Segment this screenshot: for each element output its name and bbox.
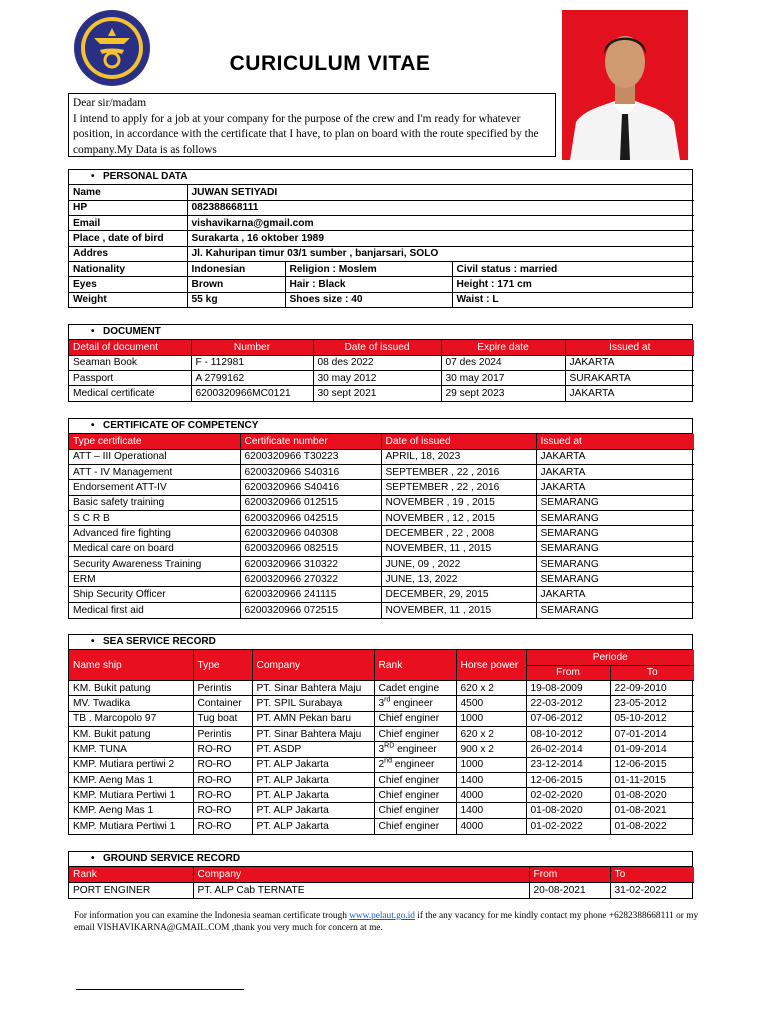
- table-cell: 30 may 2017: [441, 371, 565, 386]
- footnote-divider: [76, 989, 244, 990]
- table-row: [69, 572, 694, 587]
- table-cell: SURAKARTA: [565, 371, 694, 386]
- table-row: [69, 386, 694, 401]
- table-cell: 02-02-2020: [526, 788, 610, 803]
- table-cell: 6200320966 040308: [240, 526, 381, 541]
- table-cell: JAKARTA: [536, 587, 694, 602]
- table-cell: SEPTEMBER , 22 , 2016: [381, 480, 536, 495]
- table-cell: Chief enginer: [374, 772, 456, 787]
- column-header: Detail of document: [69, 340, 191, 355]
- column-header: Date of issued: [313, 340, 441, 355]
- competency-section: [68, 418, 693, 619]
- table-cell: JAKARTA: [536, 465, 694, 480]
- table-cell: Advanced fire fighting: [69, 526, 240, 541]
- table-cell: JAKARTA: [536, 449, 694, 464]
- table-cell: PT. Sinar Bahtera Maju: [252, 726, 374, 741]
- table-row: [69, 541, 694, 556]
- table-cell: PT. ALP Jakarta: [252, 803, 374, 818]
- table-cell: 12-06-2015: [610, 757, 694, 772]
- table-cell: JUNE, 09 , 2022: [381, 556, 536, 571]
- table-cell: NOVEMBER, 11 , 2015: [381, 541, 536, 556]
- table-cell: KMP. Mutiara Pertiwi 1: [69, 818, 193, 833]
- column-header: Company: [193, 867, 529, 882]
- hair-value: Hair : Black: [285, 277, 452, 292]
- sea-service-table: [69, 650, 694, 834]
- table-cell: SEMARANG: [536, 572, 694, 587]
- table-cell: PT. Sinar Bahtera Maju: [252, 681, 374, 696]
- table-cell: Seaman Book: [69, 355, 191, 370]
- table-cell: Passport: [69, 371, 191, 386]
- table-row: [69, 246, 694, 261]
- weight-value: 55 kg: [187, 292, 285, 307]
- table-cell: NOVEMBER , 12 , 2015: [381, 510, 536, 525]
- table-cell: 6200320966 S40416: [240, 480, 381, 495]
- pelaut-link[interactable]: www.pelaut.go.id: [349, 911, 415, 921]
- table-cell: 01-11-2015: [610, 772, 694, 787]
- table-cell: 12-06-2015: [526, 772, 610, 787]
- table-cell: 22-03-2012: [526, 696, 610, 711]
- table-row: [69, 711, 694, 726]
- table-cell: 08-10-2012: [526, 726, 610, 741]
- column-header: Issued at: [565, 340, 694, 355]
- bullet-icon: •: [91, 636, 95, 647]
- table-cell: A 2799162: [191, 371, 313, 386]
- table-cell: 31-02-2022: [610, 882, 694, 897]
- birth-value: Surakarta , 16 oktober 1989: [187, 231, 694, 246]
- table-header-row: [69, 867, 694, 882]
- table-cell: PT. ALP Jakarta: [252, 772, 374, 787]
- table-cell: Perintis: [193, 681, 252, 696]
- eyes-label: Eyes: [69, 277, 187, 292]
- name-value: JUWAN SETIYADI: [187, 185, 694, 200]
- table-cell: Medical certificate: [69, 386, 191, 401]
- column-header: Certificate number: [240, 434, 381, 449]
- table-cell: Security Awareness Training: [69, 556, 240, 571]
- table-cell: Endorsement ATT-IV: [69, 480, 240, 495]
- table-cell: 620 x 2: [456, 681, 526, 696]
- document-table: [69, 340, 694, 401]
- table-cell: RO-RO: [193, 742, 252, 757]
- table-cell: 29 sept 2023: [441, 386, 565, 401]
- table-cell: 22-09-2010: [610, 681, 694, 696]
- table-row: [69, 200, 694, 215]
- table-row: [69, 681, 694, 696]
- footer-note: [74, 910, 704, 935]
- table-row: [69, 742, 694, 757]
- intro-greeting: Dear sir/madam: [73, 97, 147, 109]
- table-cell: KM. Bukit patung: [69, 681, 193, 696]
- competency-table: [69, 434, 694, 618]
- table-cell: SEPTEMBER , 22 , 2016: [381, 465, 536, 480]
- table-cell: 20-08-2021: [529, 882, 610, 897]
- table-row: [69, 788, 694, 803]
- personal-data-section: [68, 169, 693, 308]
- table-cell: 01-02-2022: [526, 818, 610, 833]
- table-cell: KMP. Aeng Mas 1: [69, 803, 193, 818]
- person-photo-icon: [562, 10, 688, 160]
- table-cell: Medical care on board: [69, 541, 240, 556]
- table-row: [69, 231, 694, 246]
- table-row: [69, 587, 694, 602]
- table-row: [69, 216, 694, 231]
- table-cell: 4500: [456, 696, 526, 711]
- table-cell: Tug boat: [193, 711, 252, 726]
- intro-letter: [68, 93, 556, 157]
- table-row: [69, 726, 694, 741]
- waist-value: Waist : L: [452, 292, 694, 307]
- column-header: To: [610, 867, 694, 882]
- table-cell: 07-06-2012: [526, 711, 610, 726]
- table-cell: 23-12-2014: [526, 757, 610, 772]
- table-header-row: [69, 340, 694, 355]
- column-header: Rank: [69, 867, 193, 882]
- from-header: From: [526, 665, 610, 680]
- religion-value: Religion : Moslem: [285, 261, 452, 276]
- bullet-icon: •: [91, 853, 95, 864]
- table-cell: Basic safety training: [69, 495, 240, 510]
- table-cell: KMP. Mutiara Pertiwi 1: [69, 788, 193, 803]
- table-cell: Medical first aid: [69, 602, 240, 617]
- table-cell: SEMARANG: [536, 526, 694, 541]
- section-title: • CERTIFICATE OF COMPETENCY: [69, 419, 692, 434]
- table-cell: 6200320966 310322: [240, 556, 381, 571]
- table-cell: Ship Security Officer: [69, 587, 240, 602]
- table-cell: KMP. Mutiara pertiwi 2: [69, 757, 193, 772]
- table-cell: 6200320966 072515: [240, 602, 381, 617]
- table-cell: 6200320966 241115: [240, 587, 381, 602]
- table-cell: 19-08-2009: [526, 681, 610, 696]
- table-cell: 1400: [456, 803, 526, 818]
- ministry-logo: [72, 8, 152, 88]
- table-row: [69, 355, 694, 370]
- column-header: Name ship: [69, 650, 193, 681]
- table-cell: ATT – III Operational: [69, 449, 240, 464]
- table-cell: RO-RO: [193, 803, 252, 818]
- table-cell: 07-01-2014: [610, 726, 694, 741]
- table-cell: 3RD engineer: [374, 742, 456, 757]
- table-row: [69, 803, 694, 818]
- column-header: Company: [252, 650, 374, 681]
- table-cell: JAKARTA: [536, 480, 694, 495]
- ground-service-section: [68, 851, 693, 899]
- shoes-value: Shoes size : 40: [285, 292, 452, 307]
- table-cell: NOVEMBER , 19 , 2015: [381, 495, 536, 510]
- section-title: • GROUND SERVICE RECORD: [69, 852, 692, 867]
- column-header: Issued at: [536, 434, 694, 449]
- column-header: Type certificate: [69, 434, 240, 449]
- height-value: Height : 171 cm: [452, 277, 694, 292]
- table-header-row: [69, 650, 694, 665]
- table-cell: 23-05-2012: [610, 696, 694, 711]
- table-header-row: [69, 434, 694, 449]
- nationality-label: Nationality: [69, 261, 187, 276]
- table-row: [69, 449, 694, 464]
- table-cell: Chief enginer: [374, 803, 456, 818]
- table-row: [69, 277, 694, 292]
- table-cell: PORT ENGINER: [69, 882, 193, 897]
- to-header: To: [610, 665, 694, 680]
- table-cell: 6200320966 082515: [240, 541, 381, 556]
- table-cell: 4000: [456, 818, 526, 833]
- table-row: [69, 696, 694, 711]
- table-cell: ATT - IV Management: [69, 465, 240, 480]
- column-header: Rank: [374, 650, 456, 681]
- bullet-icon: •: [91, 420, 95, 431]
- table-cell: Chief enginer: [374, 711, 456, 726]
- bullet-icon: •: [91, 171, 95, 182]
- table-row: [69, 465, 694, 480]
- footer-text: if the any vacancy for me kindly contact my phone +6282388668111 or my email VISHAVIKARNA@GMAIL.COM ,thank you very much for concern at me.: [74, 911, 699, 934]
- table-cell: Chief enginer: [374, 726, 456, 741]
- nationality-value: Indonesian: [187, 261, 285, 276]
- column-header: Type: [193, 650, 252, 681]
- table-row: [69, 556, 694, 571]
- table-cell: 3rd engineer: [374, 696, 456, 711]
- table-cell: PT. ASDP: [252, 742, 374, 757]
- table-row: [69, 480, 694, 495]
- table-cell: MV. Twadika: [69, 696, 193, 711]
- table-cell: PT. ALP Jakarta: [252, 788, 374, 803]
- table-row: [69, 772, 694, 787]
- table-cell: SEMARANG: [536, 556, 694, 571]
- table-cell: 6200320966 042515: [240, 510, 381, 525]
- column-header: Number: [191, 340, 313, 355]
- birth-label: Place , date of bird: [69, 231, 187, 246]
- weight-label: Weight: [69, 292, 187, 307]
- email-value: vishavikarna@gmail.com: [187, 216, 694, 231]
- table-cell: SEMARANG: [536, 495, 694, 510]
- table-row: [69, 371, 694, 386]
- eyes-value: Brown: [187, 277, 285, 292]
- table-cell: 6200320966 S40316: [240, 465, 381, 480]
- emblem-icon: [72, 8, 152, 88]
- table-cell: ERM: [69, 572, 240, 587]
- column-header: Expire date: [441, 340, 565, 355]
- table-cell: 01-08-2020: [526, 803, 610, 818]
- table-cell: RO-RO: [193, 788, 252, 803]
- table-row: [69, 526, 694, 541]
- table-cell: PT. SPIL Surabaya: [252, 696, 374, 711]
- table-row: [69, 292, 694, 307]
- table-cell: 01-09-2014: [610, 742, 694, 757]
- table-cell: NOVEMBER, 11 , 2015: [381, 602, 536, 617]
- table-cell: JAKARTA: [565, 386, 694, 401]
- table-cell: TB . Marcopolo 97: [69, 711, 193, 726]
- table-row: [69, 510, 694, 525]
- table-cell: 01-08-2020: [610, 788, 694, 803]
- table-row: [69, 818, 694, 833]
- table-row: [69, 757, 694, 772]
- hp-label: HP: [69, 200, 187, 215]
- table-cell: RO-RO: [193, 757, 252, 772]
- table-cell: 4000: [456, 788, 526, 803]
- table-cell: 1000: [456, 711, 526, 726]
- column-header: Date of issued: [381, 434, 536, 449]
- personal-data-table: [69, 185, 694, 307]
- table-cell: 01-08-2022: [610, 818, 694, 833]
- table-cell: 30 may 2012: [313, 371, 441, 386]
- table-row: [69, 602, 694, 617]
- table-cell: DECEMBER, 29, 2015: [381, 587, 536, 602]
- table-cell: RO-RO: [193, 818, 252, 833]
- section-title: • PERSONAL DATA: [69, 170, 692, 185]
- bullet-icon: •: [91, 326, 95, 337]
- table-cell: RO-RO: [193, 772, 252, 787]
- table-cell: Cadet engine: [374, 681, 456, 696]
- periode-header: Periode: [526, 650, 694, 665]
- table-cell: S C R B: [69, 510, 240, 525]
- table-cell: 6200320966 270322: [240, 572, 381, 587]
- section-title: • SEA SERVICE RECORD: [69, 635, 692, 650]
- table-cell: 1400: [456, 772, 526, 787]
- table-cell: Perintis: [193, 726, 252, 741]
- table-cell: 6200320966MC0121: [191, 386, 313, 401]
- document-section: [68, 324, 693, 402]
- table-cell: 900 x 2: [456, 742, 526, 757]
- table-cell: 07 des 2024: [441, 355, 565, 370]
- table-cell: 01-08-2021: [610, 803, 694, 818]
- column-header: From: [529, 867, 610, 882]
- table-cell: 2nd engineer: [374, 757, 456, 772]
- profile-photo: [562, 10, 688, 160]
- table-cell: 6200320966 T30223: [240, 449, 381, 464]
- table-cell: KMP. Aeng Mas 1: [69, 772, 193, 787]
- table-cell: JUNE, 13, 2022: [381, 572, 536, 587]
- table-cell: DECEMBER , 22 , 2008: [381, 526, 536, 541]
- table-cell: SEMARANG: [536, 541, 694, 556]
- table-row: [69, 495, 694, 510]
- table-cell: JAKARTA: [565, 355, 694, 370]
- section-title: • DOCUMENT: [69, 325, 692, 340]
- name-label: Name: [69, 185, 187, 200]
- table-cell: PT. AMN Pekan baru: [252, 711, 374, 726]
- table-cell: 1000: [456, 757, 526, 772]
- column-header: Horse power: [456, 650, 526, 681]
- table-cell: 26-02-2014: [526, 742, 610, 757]
- table-cell: 620 x 2: [456, 726, 526, 741]
- table-cell: SEMARANG: [536, 602, 694, 617]
- table-row: [69, 185, 694, 200]
- civil-status-value: Civil status : married: [452, 261, 694, 276]
- table-cell: KMP. TUNA: [69, 742, 193, 757]
- table-cell: Chief enginer: [374, 818, 456, 833]
- table-cell: PT. ALP Jakarta: [252, 757, 374, 772]
- table-cell: 05-10-2012: [610, 711, 694, 726]
- table-cell: PT. ALP Cab TERNATE: [193, 882, 529, 897]
- table-cell: Chief enginer: [374, 788, 456, 803]
- ground-service-table: [69, 867, 694, 898]
- table-cell: PT. ALP Jakarta: [252, 818, 374, 833]
- table-cell: KM. Bukit patung: [69, 726, 193, 741]
- table-cell: Container: [193, 696, 252, 711]
- table-row: [69, 882, 694, 897]
- email-label: Email: [69, 216, 187, 231]
- table-cell: 6200320966 012515: [240, 495, 381, 510]
- address-label: Addres: [69, 246, 187, 261]
- page-title: CURICULUM VITAE: [229, 52, 431, 75]
- table-row: [69, 261, 694, 276]
- table-cell: APRIL, 18, 2023: [381, 449, 536, 464]
- table-cell: 30 sept 2021: [313, 386, 441, 401]
- intro-text: I intend to apply for a job at your company for the purpose of the crew and I'm ready for whatever position, in accordance with the certificate that I have, to plan on board with the route specified by the company.My Data is as follows: [73, 112, 539, 156]
- table-cell: F - 112981: [191, 355, 313, 370]
- address-value: Jl. Kahuripan timur 03/1 sumber , banjarsari, SOLO: [187, 246, 694, 261]
- table-cell: 08 des 2022: [313, 355, 441, 370]
- table-cell: SEMARANG: [536, 510, 694, 525]
- hp-value: 082388668111: [187, 200, 694, 215]
- sea-service-section: [68, 634, 693, 835]
- footer-text: For information you can examine the Indonesia seaman certificate trough: [74, 911, 350, 921]
